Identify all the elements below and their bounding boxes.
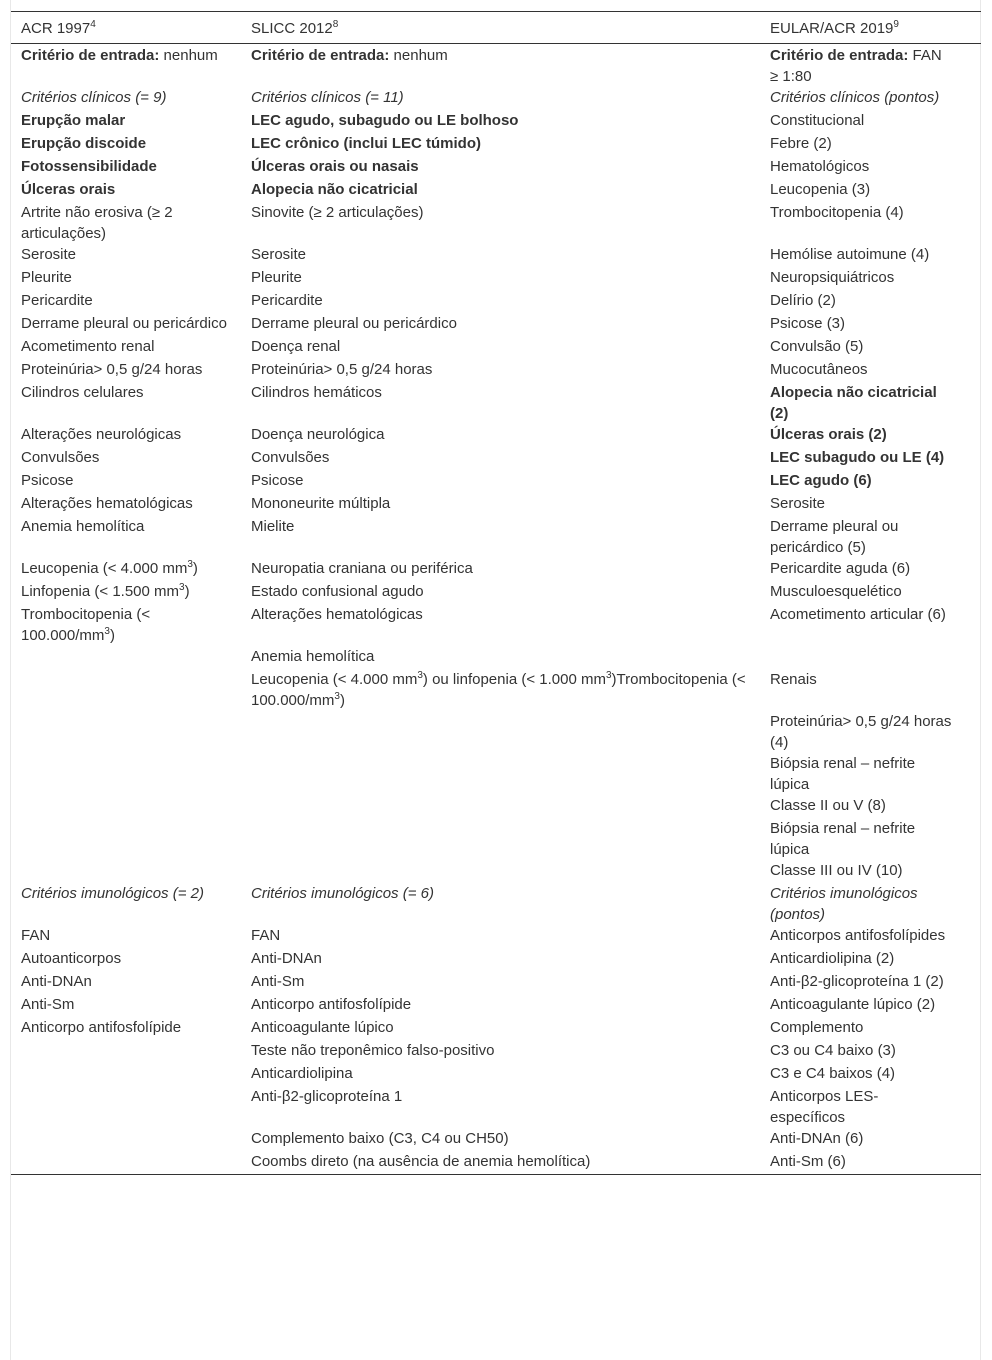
cell-eular-acr-2019: Anti-Sm (6) (770, 1153, 846, 1170)
cell-eular-acr-2019: LEC subagudo ou LE (4) (770, 449, 945, 466)
table-row (11, 883, 981, 925)
cell-slicc-2012: Anti-Sm (251, 973, 305, 990)
cell-acr-1997: Psicose (21, 472, 74, 489)
cell-eular-acr-2019: Biópsia renal – nefrite lúpica (770, 755, 916, 793)
cell-slicc-2012: Anticoagulante lúpico (251, 1019, 394, 1036)
table-row (11, 359, 981, 382)
cell-slicc-2012: Doença neurológica (251, 426, 385, 443)
table-row (11, 382, 981, 424)
cell-eular-acr-2019: Classe III ou IV (10) (770, 862, 903, 879)
cell-acr-1997 (11, 669, 241, 711)
cell-eular-acr-2019: Úlceras orais (2) (770, 426, 887, 443)
cell-slicc-2012: Leucopenia (< 4.000 $mm^3$) ou linfopenia (< 1.000 $mm^3)Trombocitopenia$ (< $100.000/mm^3$) (251, 670, 746, 709)
cell-eular-acr-2019: Anticardiolipina (2) (770, 950, 895, 967)
cell-slicc-2012 (241, 860, 760, 883)
cell-acr-1997 (11, 795, 241, 818)
cell-acr-1997: Proteinúria> 0,5 g/24 horas (21, 361, 203, 378)
cell-eular-acr-2019: Hemólise autoimune (4) (770, 246, 930, 263)
cell-slicc-2012: Anticardiolipina (251, 1065, 353, 1082)
table-row (11, 424, 981, 447)
cell-slicc-2012: Anticorpo antifosfolípide (251, 996, 412, 1013)
cell-acr-1997: Trombocitopenia (< $100.000/mm^3$) (21, 606, 151, 644)
table-row (11, 447, 981, 470)
cell-acr-1997: Acometimento renal (21, 338, 155, 355)
table-row (11, 493, 981, 516)
cell-acr-1997: Anti-DNAn (21, 973, 92, 990)
cell-eular-acr-2019: Neuropsiquiátricos (770, 269, 895, 286)
table-row (11, 971, 981, 994)
table-row (11, 336, 981, 359)
cell-slicc-2012: Anemia hemolítica (251, 648, 375, 665)
cell-eular-acr-2019: Anti-β2-glicoproteína 1 (2) (770, 973, 944, 990)
cell-eular-acr-2019: Febre (2) (770, 135, 832, 152)
cell-eular-acr-2019: Biópsia renal – nefrite lúpica (770, 820, 916, 858)
cell-eular-acr-2019: LEC agudo (6) (770, 472, 872, 489)
cell-slicc-2012: Coombs direto (na ausência de anemia hemolítica) (251, 1153, 591, 1170)
cell-acr-1997: Linfopenia (< 1.500 $mm^3$) (21, 582, 190, 600)
cell-acr-1997: Critérios imunológicos (= 2) (21, 885, 204, 902)
cell-slicc-2012: Cilindros hemáticos (251, 384, 382, 401)
cell-slicc-2012: Neuropatia craniana ou periférica (251, 560, 473, 577)
table-row (11, 470, 981, 493)
cell-slicc-2012 (241, 711, 760, 753)
cell-acr-1997: Pleurite (21, 269, 72, 286)
cell-acr-1997: Critério de entrada: nenhum (21, 47, 218, 64)
table-row (11, 133, 981, 156)
cell-acr-1997: Alterações neurológicas (21, 426, 182, 443)
cell-slicc-2012: Mielite (251, 518, 295, 535)
cell-slicc-2012: Anti-β2-glicoproteína 1 (251, 1088, 403, 1105)
cell-acr-1997 (11, 1151, 241, 1175)
cell-eular-acr-2019: Classe II ou V (8) (770, 797, 886, 814)
cell-acr-1997 (11, 1063, 241, 1086)
cell-eular-acr-2019: C3 e C4 baixos (4) (770, 1065, 896, 1082)
table-row (11, 604, 981, 646)
cell-slicc-2012: Sinovite (≥ 2 articulações) (251, 204, 424, 221)
cell-slicc-2012: Critérios imunológicos (= 6) (251, 885, 434, 902)
cell-slicc-2012: Pleurite (251, 269, 302, 286)
cell-eular-acr-2019: Critérios imunológicos (pontos) (770, 885, 918, 923)
cell-eular-acr-2019: Acometimento articular (6) (770, 606, 946, 623)
cell-slicc-2012: Complemento baixo (C3, C4 ou CH50) (251, 1130, 509, 1147)
cell-eular-acr-2019: Psicose (3) (770, 315, 846, 332)
cell-slicc-2012: Convulsões (251, 449, 330, 466)
cell-slicc-2012: Psicose (251, 472, 304, 489)
cell-slicc-2012: Derrame pleural ou pericárdico (251, 315, 457, 332)
cell-eular-acr-2019: Convulsão (5) (770, 338, 864, 355)
cell-eular-acr-2019: Derrame pleural ou pericárdico (5) (770, 518, 899, 556)
cell-acr-1997: Úlceras orais (21, 181, 116, 198)
cell-eular-acr-2019: Critérios clínicos (pontos) (770, 89, 940, 106)
table-row (11, 669, 981, 711)
cell-acr-1997: Pericardite (21, 292, 93, 309)
cell-eular-acr-2019: Constitucional (770, 112, 865, 129)
cell-acr-1997: FAN (21, 927, 51, 944)
cell-eular-acr-2019: Leucopenia (3) (770, 181, 871, 198)
cell-slicc-2012: Proteinúria> 0,5 g/24 horas (251, 361, 433, 378)
cell-acr-1997 (11, 860, 241, 883)
cell-slicc-2012: Anti-DNAn (251, 950, 322, 967)
cell-acr-1997: Derrame pleural ou pericárdico (21, 315, 227, 332)
table-row (11, 1017, 981, 1040)
cell-slicc-2012: Estado confusional agudo (251, 583, 424, 600)
cell-slicc-2012: Alopecia não cicatricial (251, 181, 418, 198)
cell-slicc-2012 (241, 818, 760, 860)
cell-slicc-2012 (241, 753, 760, 795)
cell-slicc-2012: Critérios clínicos (= 11) (251, 89, 404, 106)
criteria-table (11, 11, 981, 1175)
cell-acr-1997 (11, 818, 241, 860)
cell-eular-acr-2019: Anticorpos antifosfolípides (770, 927, 946, 944)
table-row (11, 290, 981, 313)
table-row (11, 44, 981, 88)
table-row (11, 646, 981, 669)
cell-acr-1997: Serosite (21, 246, 77, 263)
cell-slicc-2012: Doença renal (251, 338, 341, 355)
cell-acr-1997: Anemia hemolítica (21, 518, 145, 535)
cell-slicc-2012: Teste não treponêmico falso-positivo (251, 1042, 495, 1059)
cell-acr-1997 (11, 711, 241, 753)
cell-slicc-2012: Mononeurite múltipla (251, 495, 391, 512)
cell-eular-acr-2019: Delírio (2) (770, 292, 836, 309)
cell-slicc-2012: Úlceras orais ou nasais (251, 158, 419, 175)
table-row (11, 516, 981, 558)
table-row (11, 202, 981, 244)
cell-acr-1997: Convulsões (21, 449, 100, 466)
table-row (11, 1063, 981, 1086)
cell-eular-acr-2019: Mucocutâneos (770, 361, 868, 378)
table-row (11, 87, 981, 110)
table-row (11, 818, 981, 860)
cell-eular-acr-2019: Musculoesquelético (770, 583, 902, 600)
cell-slicc-2012: Serosite (251, 246, 307, 263)
cell-acr-1997: Cilindros celulares (21, 384, 144, 401)
table-header (11, 12, 981, 44)
cell-acr-1997 (11, 1086, 241, 1128)
cell-eular-acr-2019: Alopecia não cicatricial (2) (770, 384, 937, 422)
table-row (11, 581, 981, 604)
cell-slicc-2012: Pericardite (251, 292, 323, 309)
cell-eular-acr-2019: Anticorpos LES-específicos (770, 1088, 879, 1126)
table-row (11, 267, 981, 290)
cell-acr-1997: Anti-Sm (21, 996, 75, 1013)
table-row (11, 1151, 981, 1175)
cell-eular-acr-2019: Serosite (770, 495, 826, 512)
table-row (11, 1128, 981, 1151)
cell-eular-acr-2019: Hematológicos (770, 158, 870, 175)
cell-slicc-2012 (241, 795, 760, 818)
table-row (11, 925, 981, 948)
table-row (11, 1086, 981, 1128)
cell-eular-acr-2019: Complemento (770, 1019, 864, 1036)
cell-acr-1997 (11, 1128, 241, 1151)
cell-acr-1997 (11, 1040, 241, 1063)
cell-slicc-2012: LEC crônico (inclui LEC túmido) (251, 135, 481, 152)
header-acr-1997: ACR 1997$^4$ (21, 18, 96, 37)
cell-acr-1997: Erupção discoide (21, 135, 147, 152)
cell-acr-1997: Alterações hematológicas (21, 495, 193, 512)
table-row (11, 860, 981, 883)
cell-slicc-2012: FAN (251, 927, 281, 944)
cell-acr-1997: Leucopenia (< 4.000 $mm^3$) (21, 559, 198, 577)
cell-acr-1997: Anticorpo antifosfolípide (21, 1019, 182, 1036)
cell-acr-1997: Fotossensibilidade (21, 158, 157, 175)
cell-eular-acr-2019: Pericardite aguda (6) (770, 560, 911, 577)
table-row (11, 244, 981, 267)
cell-eular-acr-2019: Critério de entrada: FAN ≥ 1:80 (770, 47, 942, 85)
header-eular-acr-2019: EULAR/ACR 2019$^9$ (770, 18, 899, 37)
table-row (11, 711, 981, 753)
table-row (11, 110, 981, 133)
cell-slicc-2012: Critério de entrada: nenhum (251, 47, 448, 64)
table-row (11, 795, 981, 818)
cell-acr-1997: Critérios clínicos (= 9) (21, 89, 167, 106)
cell-acr-1997 (11, 753, 241, 795)
cell-acr-1997: Artrite não erosiva (≥ 2 articulações) (21, 204, 173, 242)
header-slicc-2012: SLICC 2012$^8$ (251, 18, 339, 37)
cell-eular-acr-2019: Proteinúria> 0,5 g/24 horas (4) (770, 713, 952, 751)
table-row (11, 1040, 981, 1063)
cell-slicc-2012: LEC agudo, subagudo ou LE bolhoso (251, 112, 519, 129)
table-row (11, 948, 981, 971)
cell-acr-1997: Erupção malar (21, 112, 126, 129)
table-row (11, 156, 981, 179)
table-row (11, 558, 981, 581)
cell-acr-1997 (11, 646, 241, 669)
table-row (11, 179, 981, 202)
cell-eular-acr-2019 (760, 646, 981, 669)
table-row (11, 753, 981, 795)
cell-eular-acr-2019: Renais (770, 671, 817, 688)
table-body (11, 44, 981, 1175)
table-row (11, 313, 981, 336)
cell-eular-acr-2019: Trombocitopenia (4) (770, 204, 904, 221)
table-row (11, 994, 981, 1017)
cell-eular-acr-2019: Anticoagulante lúpico (2) (770, 996, 936, 1013)
cell-eular-acr-2019: C3 ou C4 baixo (3) (770, 1042, 896, 1059)
cell-slicc-2012: Alterações hematológicas (251, 606, 423, 623)
cell-eular-acr-2019: Anti-DNAn (6) (770, 1130, 864, 1147)
cell-acr-1997: Autoanticorpos (21, 950, 122, 967)
